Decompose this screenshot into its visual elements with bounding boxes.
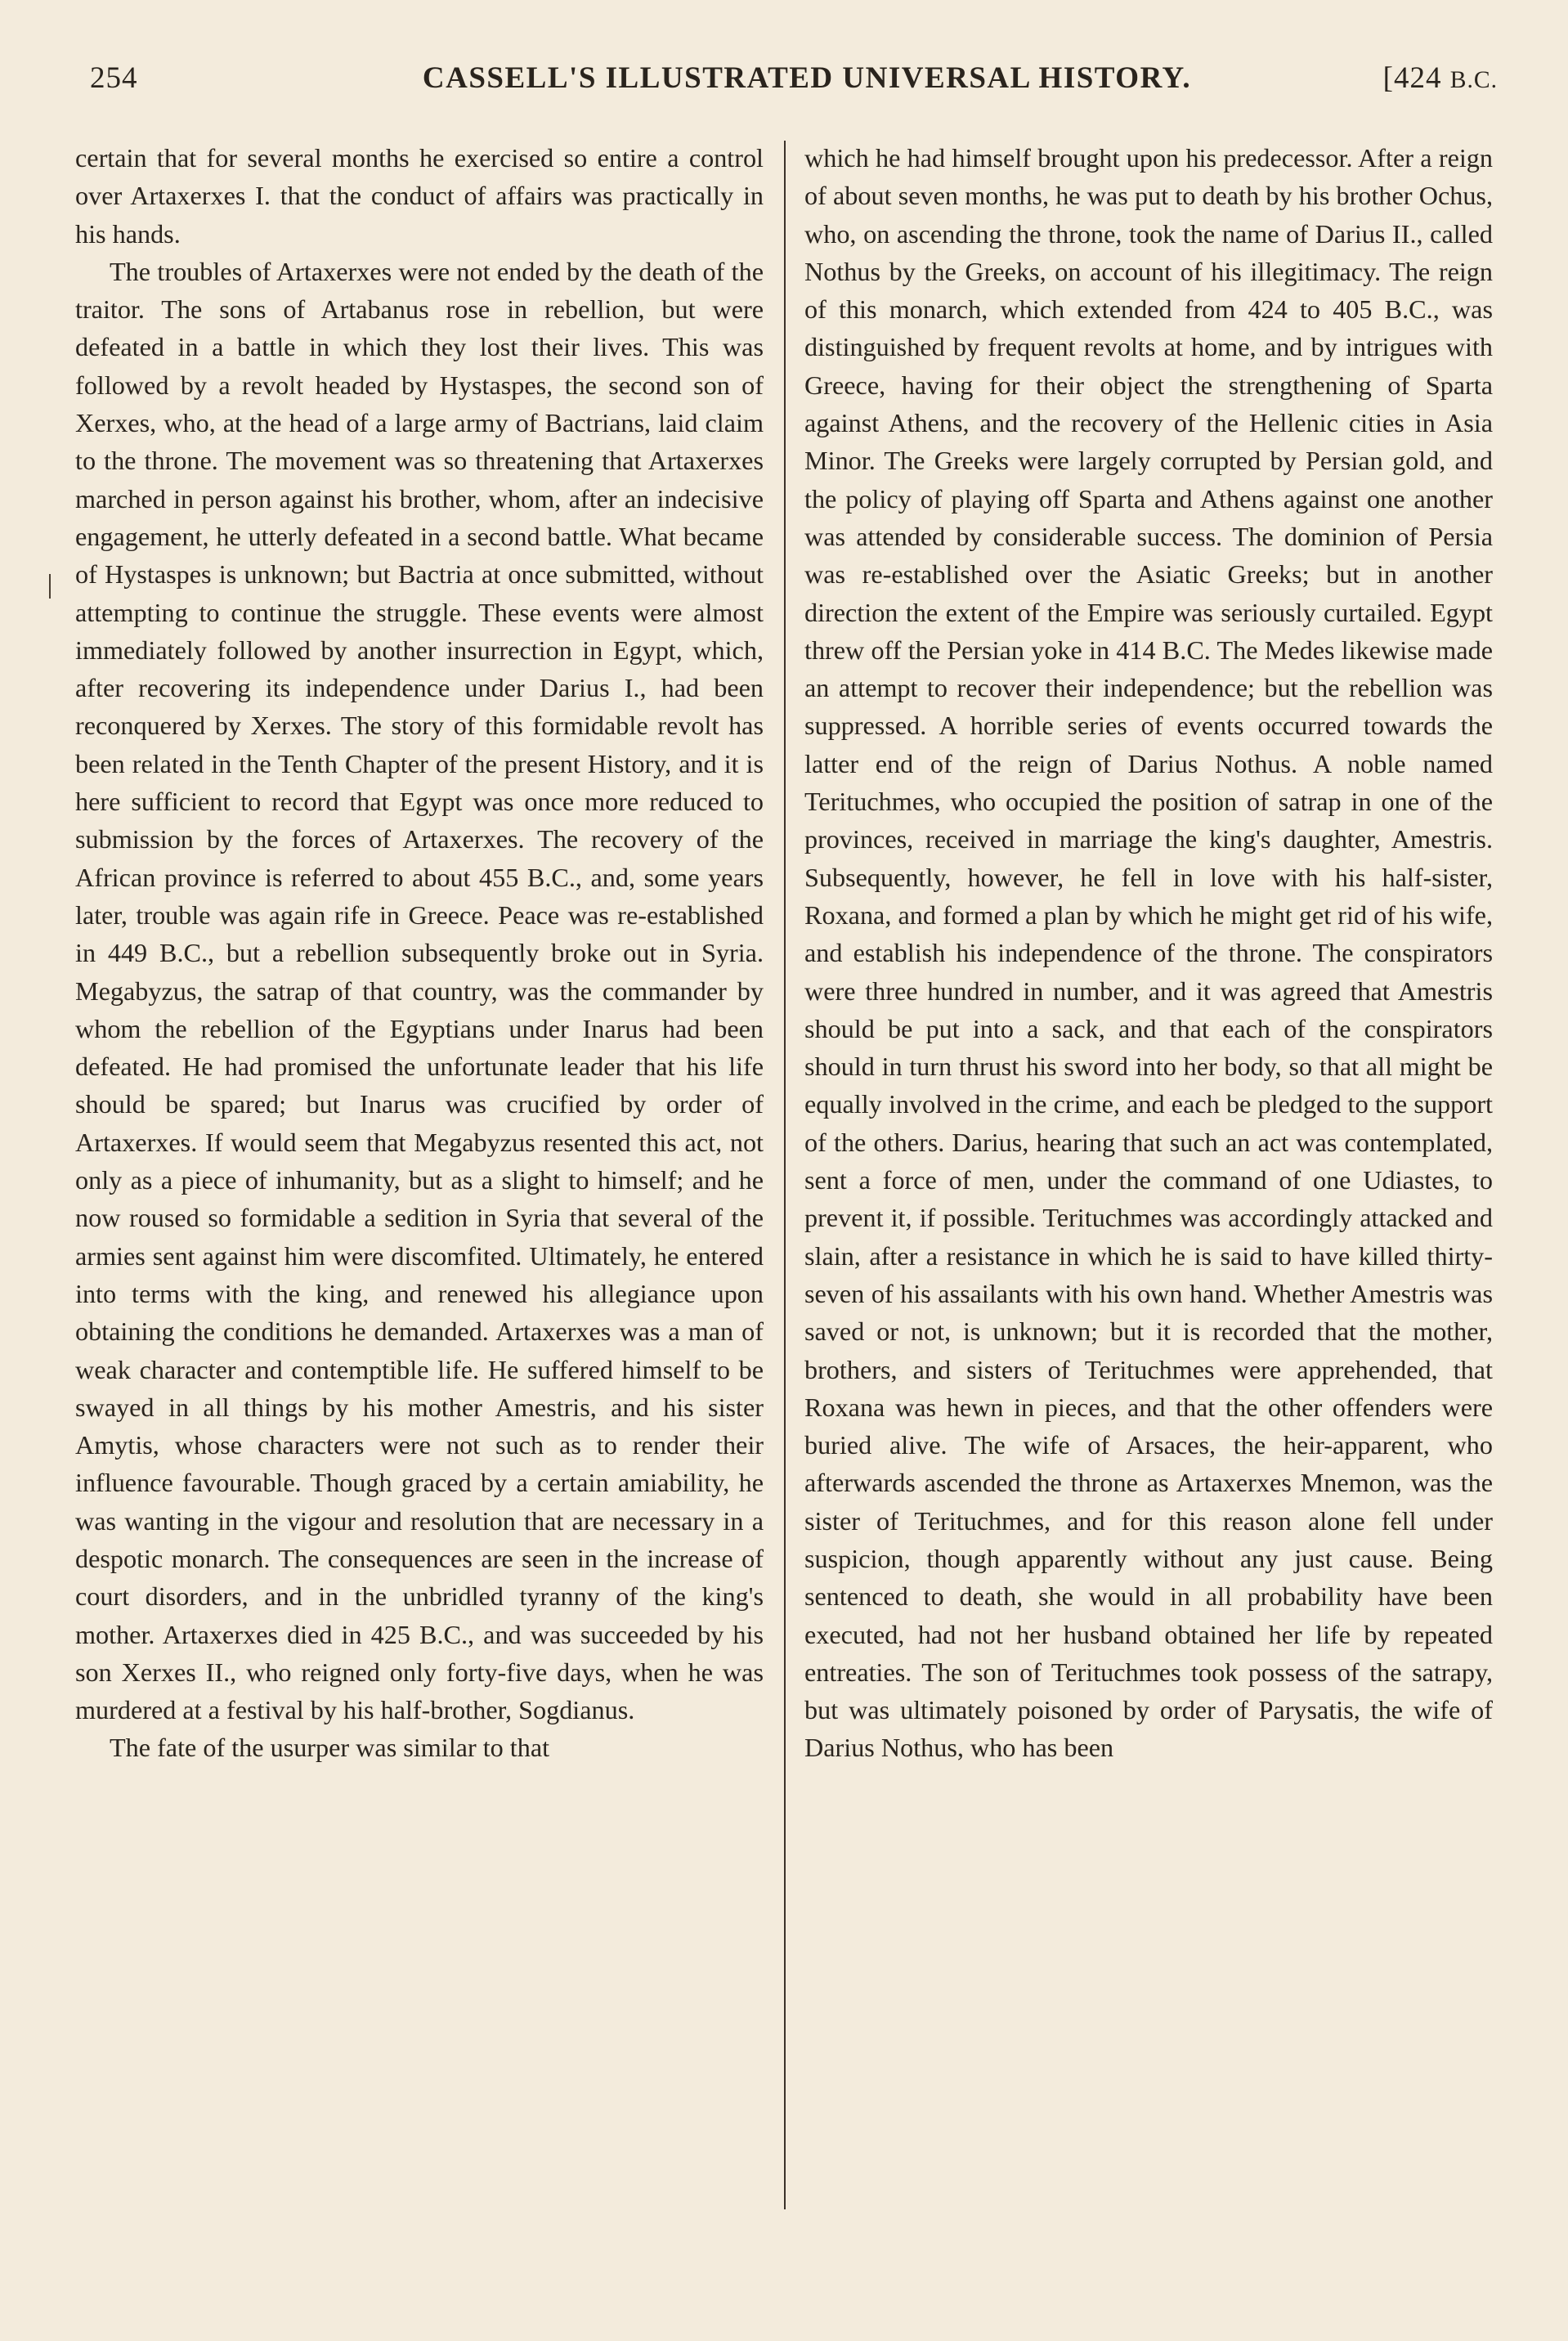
left-paragraph-3: The fate of the usurper was similar to that [110, 1733, 550, 1763]
right-column [804, 139, 1493, 1767]
date-era: B.C. [1449, 67, 1498, 93]
date-marker [1383, 61, 1498, 96]
running-title: CASSELL'S ILLUSTRATED UNIVERSAL HISTORY. [422, 61, 1192, 95]
margin-mark [49, 574, 56, 599]
column-divider [784, 141, 786, 2209]
left-column [75, 139, 764, 1767]
left-paragraph-1: certain that for several months he exercised so entire a control over Artaxerxes I. that the conduct of affairs was practically in his hands. [75, 143, 764, 249]
left-paragraph-2: The troubles of Artaxerxes were not ended by the death of the traitor. The sons of Artabanus rose in rebellion, but were defeated in a battle in which they lost their lives. This was followed by a revolt headed by Hystaspes, the second son of Xerxes, who, at the head of a large army of Bactrians, laid claim to the throne. The movement was so threatening that Artaxerxes marched in person against his brother, whom, after an indecisive engagement, he utterly defeated in a second battle. What became of Hystaspes is unknown; but Bactria at once submitted, without attempting to continue the struggle. These events were almost immediately followed by another insurrection in Egypt, which, after recovering its independence under Darius I., had been reconquered by Xerxes. The story of this formidable revolt has been related in the Tenth Chapter of the present History, and it is here sufficient to record that Egypt was once more reduced to submission by the forces of Artaxerxes. The recovery of the African province is referred to about 455 B.C., and, some years later, trouble was again rife in Greece. Peace was re-established in 449 B.C., but a rebellion subsequently broke out in Syria. Megabyzus, the satrap of that country, was the commander by whom the rebellion of the Egyptians under Inarus had been defeated. He had promised the unfortunate leader that his life should be spared; but Inarus was crucified by order of Artaxerxes. If would seem that Megabyzus resented this act, not only as a piece of inhumanity, but as a slight to himself; and he now roused so formidable a sedition in Syria that several of the armies sent against him were discomfited. Ultimately, he entered into terms with the king, and renewed his allegiance upon obtaining the conditions he demanded. Artaxerxes was a man of weak character and contemptible life. He suffered himself to be swayed in all things by his mother Amestris, and his sister Amytis, whose characters were not such as to render their influence favourable. Though graced by a certain amiability, he was wanting in the vigour and resolution that are necessary in a despotic monarch. The consequences are seen in the increase of court disorders, and in the unbridled tyranny of the king's mother. Artaxerxes died in 425 B.C., and was succeeded by his son Xerxes II., who reigned only forty-five days, when he was murdered at a festival by his half-brother, Sogdianus. [75, 256, 764, 1725]
running-header [75, 61, 1498, 110]
right-paragraph-1: which he had himself brought upon his predecessor. After a reign of about seven months, he was put to death by his brother Ochus, who, on ascending the throne, took the name of Darius II., called Nothus by the Greeks, on account of his illegitimacy. The reign of this monarch, which extended from 424 to 405 B.C., was distinguished by frequent revolts at home, and by intrigues with Greece, having for their object the strengthening of Sparta against Athens, and the recovery of the Hellenic cities in Asia Minor. The Greeks were largely corrupted by Persian gold, and the policy of playing off Sparta and Athens against one another was attended by considerable success. The dominion of Persia was re-established over the Asiatic Greeks; but in another direction the extent of the Empire was seriously curtailed. Egypt threw off the Persian yoke in 414 B.C. The Medes likewise made an attempt to recover their independence; but the rebellion was suppressed. A horrible series of events occurred towards the latter end of the reign of Darius Nothus. A noble named Terituchmes, who occupied the position of satrap in one of the provinces, received in marriage the king's daughter, Amestris. Subsequently, however, he fell in love with his half-sister, Roxana, and formed a plan by which he might get rid of his wife, and establish his independence of the throne. The conspirators were three hundred in number, and it was agreed that Amestris should be put into a sack, and that each of the conspirators should in turn thrust his sword into her body, so that all might be equally involved in the crime, and each be pledged to the support of the others. Darius, hearing that such an act was contemplated, sent a force of men, under the command of one Udiastes, to prevent it, if possible. Terituchmes was accordingly attacked and slain, after a resistance in which he is said to have killed thirty-seven of his assailants with his own hand. Whether Amestris was saved or not, is unknown; but it is recorded that the mother, brothers, and sisters of Terituchmes were apprehended, that Roxana was hewn in pieces, and that the other offenders were buried alive. The wife of Arsaces, the heir-apparent, who afterwards ascended the throne as Artaxerxes Mnemon, was the sister of Terituchmes, and for this reason alone fell under suspicion, though apparently without any just cause. Being sentenced to death, she would in all probability have been executed, had not her husband obtained her life by repeated entreaties. The son of Terituchmes took possess of the satrapy, but was ultimately poisoned by order of Parysatis, the wife of Darius Nothus, who has been [804, 143, 1493, 1763]
page-number: 254 [90, 61, 138, 95]
date-year: [424 [1382, 61, 1450, 95]
